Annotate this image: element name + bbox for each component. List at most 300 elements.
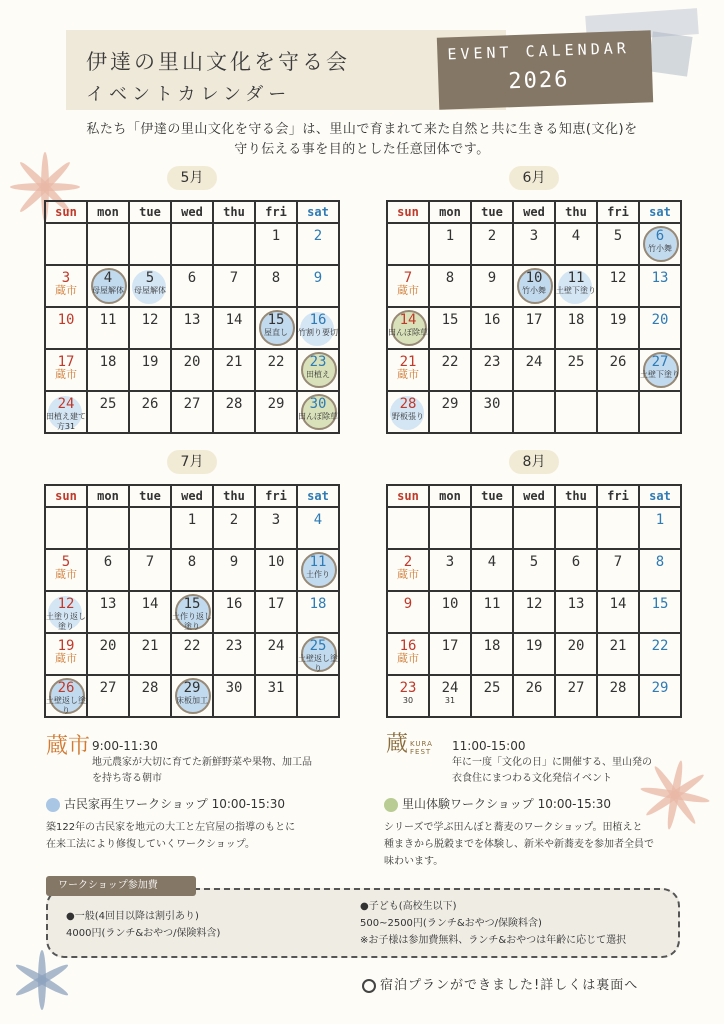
calendar-day <box>640 350 682 392</box>
flower-decoration-bottom-left <box>12 950 72 1010</box>
calendar-day <box>598 224 640 266</box>
calendar-week <box>46 392 340 434</box>
calendar-day <box>472 350 514 392</box>
calendar-week <box>388 392 682 434</box>
calendar-day <box>430 308 472 350</box>
calendar-day <box>388 266 430 308</box>
day-number: 26 <box>57 680 75 696</box>
calendar-grid <box>386 484 682 718</box>
calendar-week <box>388 266 682 308</box>
day-number: 21 <box>609 638 627 654</box>
day-number: 12 <box>609 270 627 286</box>
calendar-day <box>640 592 682 634</box>
calendar-day <box>298 508 340 550</box>
intro-line-2: 守り伝える事を目的とした任意団体です。 <box>234 142 490 157</box>
day-number: 16 <box>483 312 501 328</box>
calendar-day <box>598 676 640 718</box>
calendar-day <box>172 550 214 592</box>
calendar-day <box>130 634 172 676</box>
weekday-header: fri <box>598 486 640 508</box>
weekday-header: mon <box>430 202 472 224</box>
day-number: 26 <box>525 680 543 696</box>
day-event: 土壁返し塗り <box>46 696 86 715</box>
weekday-header: mon <box>430 486 472 508</box>
day-event: 竹割り要切 <box>298 328 338 337</box>
weekday-header: mon <box>88 202 130 224</box>
calendar-day <box>556 392 598 434</box>
kuraichi-logo: 蔵市 <box>46 734 91 759</box>
day-number: 24 <box>525 354 543 370</box>
calendar-day <box>514 224 556 266</box>
day-event: 田んぼ除草 <box>388 328 428 337</box>
calendar-day <box>298 266 340 308</box>
day-event: 土塗り返し塗り <box>46 612 86 631</box>
calendar-day <box>430 392 472 434</box>
calendar-day <box>514 350 556 392</box>
day-number: 7 <box>145 554 155 570</box>
calendar-day <box>388 350 430 392</box>
day-number: 27 <box>99 680 117 696</box>
day-number: 18 <box>99 354 117 370</box>
calendar-week <box>388 224 682 266</box>
day-event: 蔵市 <box>55 368 77 381</box>
day-number: 15 <box>651 596 669 612</box>
calendar-week <box>388 508 682 550</box>
calendar-day <box>640 392 682 434</box>
weekday-header: wed <box>172 202 214 224</box>
calendar-day <box>388 634 430 676</box>
day-number: 25 <box>567 354 585 370</box>
calendar-week <box>46 266 340 308</box>
calendar-day <box>514 508 556 550</box>
calendar-week <box>388 308 682 350</box>
calendar-day <box>514 308 556 350</box>
calendar-week <box>388 676 682 718</box>
day-event: 30 <box>402 696 414 705</box>
calendar-day <box>640 266 682 308</box>
calendar-day <box>514 634 556 676</box>
calendar-day <box>640 550 682 592</box>
calendar-day <box>172 508 214 550</box>
day-number: 8 <box>445 270 455 286</box>
day-number: 27 <box>651 354 669 370</box>
calendar-day <box>298 392 340 434</box>
calendar-week <box>46 224 340 266</box>
calendar-day <box>256 634 298 676</box>
calendar-day <box>88 508 130 550</box>
day-number: 8 <box>271 270 281 286</box>
calendar-day <box>214 508 256 550</box>
weekday-header: thu <box>214 202 256 224</box>
day-event: 土作り <box>306 570 330 579</box>
calendar-day <box>556 634 598 676</box>
month-label: 5月 <box>167 166 217 190</box>
weekday-header: wed <box>514 202 556 224</box>
kominka-workshop-info <box>46 796 366 853</box>
calendar-grid <box>44 200 340 434</box>
day-number: 29 <box>441 396 459 412</box>
day-number: 22 <box>183 638 201 654</box>
day-event: 蔵市 <box>397 568 419 581</box>
calendar-day <box>556 676 598 718</box>
footer-text: 宿泊プランができました!詳しくは裏面へ <box>380 978 639 993</box>
kominka-title: 古民家再生ワークショップ 10:00-15:30 <box>64 797 286 811</box>
day-number: 13 <box>651 270 669 286</box>
kominka-badge-icon <box>46 798 60 812</box>
kurafest-logo: 蔵 <box>386 732 409 757</box>
day-number: 1 <box>445 228 455 244</box>
day-number: 10 <box>267 554 285 570</box>
header <box>66 24 656 110</box>
calendar-day <box>172 266 214 308</box>
day-number: 29 <box>267 396 285 412</box>
day-number: 5 <box>613 228 623 244</box>
day-number: 20 <box>183 354 201 370</box>
day-event: 母屋解体 <box>134 286 166 295</box>
calendar-day <box>388 676 430 718</box>
day-number: 19 <box>57 638 75 654</box>
calendar-day <box>598 508 640 550</box>
calendar-day <box>430 634 472 676</box>
kominka-desc-1: 築122年の古民家を地元の大工と左官屋の指導のもとに <box>46 822 296 833</box>
day-event: 竹小舞 <box>648 244 672 253</box>
calendar-day <box>556 508 598 550</box>
weekday-header: wed <box>514 486 556 508</box>
intro-line-1: 私たち「伊達の里山文化を守る会」は、里山で育まれて来た自然と共に生きる知恵(文化)を <box>86 122 638 137</box>
satoyama-desc-2: 種まきから脱穀までを体験し、新米や新蕎麦を参加者全員で <box>384 839 654 850</box>
calendar-day <box>172 392 214 434</box>
calendar-day <box>130 592 172 634</box>
calendar-day <box>172 350 214 392</box>
day-event: 田んぼ除草 <box>298 412 338 421</box>
day-number: 19 <box>525 638 543 654</box>
kuraichi-desc-1: 地元農家が大切に育てた新鮮野菜や果物、加工品 <box>92 757 312 768</box>
day-number: 8 <box>187 554 197 570</box>
fee-child-note: ※お子様は参加費無料、ランチ&おやつは年齢に応じて選択 <box>360 935 627 946</box>
calendar-day <box>214 634 256 676</box>
calendar-day <box>214 308 256 350</box>
calendar-day <box>172 676 214 718</box>
day-number: 1 <box>187 512 197 528</box>
day-number: 24 <box>267 638 285 654</box>
day-number: 22 <box>267 354 285 370</box>
day-number: 6 <box>571 554 581 570</box>
calendar-day <box>598 634 640 676</box>
calendar-day <box>256 676 298 718</box>
day-number: 30 <box>483 396 501 412</box>
fee-adult-title: ●一般(4回目以降は割引あり) <box>66 911 199 922</box>
calendar-day <box>298 350 340 392</box>
calendar-day <box>130 350 172 392</box>
day-number: 28 <box>609 680 627 696</box>
day-number: 11 <box>309 554 327 570</box>
weekday-header: sun <box>388 202 430 224</box>
calendar-day <box>430 224 472 266</box>
calendar-day <box>514 550 556 592</box>
day-number: 18 <box>483 638 501 654</box>
calendar-day <box>46 550 88 592</box>
calendar-day <box>46 592 88 634</box>
calendar-day <box>88 592 130 634</box>
calendar-day <box>214 224 256 266</box>
day-number: 20 <box>567 638 585 654</box>
satoyama-badge-icon <box>384 798 398 812</box>
day-number: 2 <box>487 228 497 244</box>
calendar-day <box>172 634 214 676</box>
calendar-day <box>256 308 298 350</box>
calendar-day <box>88 308 130 350</box>
day-number: 5 <box>61 554 71 570</box>
calendar-day <box>598 266 640 308</box>
calendar-day <box>256 392 298 434</box>
event-calendar-tag <box>437 30 653 109</box>
day-number: 1 <box>655 512 665 528</box>
month-label: 6月 <box>509 166 559 190</box>
satoyama-title: 里山体験ワークショップ 10:00-15:30 <box>402 797 612 811</box>
calendar-day <box>172 224 214 266</box>
day-number: 28 <box>225 396 243 412</box>
calendar-day <box>430 592 472 634</box>
calendar-day <box>46 266 88 308</box>
day-number: 23 <box>225 638 243 654</box>
calendar-day <box>256 592 298 634</box>
day-event: 田植え建て方31 <box>46 412 86 431</box>
day-number: 9 <box>403 596 413 612</box>
weekday-header: tue <box>472 202 514 224</box>
calendar-day <box>256 350 298 392</box>
calendar-day <box>388 592 430 634</box>
day-number: 19 <box>609 312 627 328</box>
day-number: 11 <box>567 270 585 286</box>
event-calendar-label: EVENT CALENDAR <box>447 39 631 64</box>
day-number: 8 <box>655 554 665 570</box>
calendar-day <box>598 550 640 592</box>
calendar-grid <box>386 200 682 434</box>
calendar-day <box>88 266 130 308</box>
calendar-day <box>298 550 340 592</box>
day-number: 4 <box>313 512 323 528</box>
calendar-day <box>88 676 130 718</box>
calendar-day <box>214 592 256 634</box>
calendar-day <box>472 634 514 676</box>
calendar-day <box>388 508 430 550</box>
calendar-day <box>598 592 640 634</box>
calendar-day <box>640 224 682 266</box>
day-number: 6 <box>187 270 197 286</box>
day-number: 7 <box>229 270 239 286</box>
calendar-day <box>388 550 430 592</box>
day-number: 17 <box>441 638 459 654</box>
circle-icon <box>362 979 376 993</box>
calendar-week <box>388 592 682 634</box>
calendar-day <box>88 224 130 266</box>
calendar-day <box>256 266 298 308</box>
calendar-day <box>214 550 256 592</box>
day-number: 10 <box>525 270 543 286</box>
kominka-desc-2: 在来工法により修復していくワークショップ。 <box>46 839 255 850</box>
calendar-day <box>46 308 88 350</box>
day-number: 14 <box>225 312 243 328</box>
day-number: 26 <box>609 354 627 370</box>
day-number: 6 <box>103 554 113 570</box>
calendar-day <box>388 392 430 434</box>
day-event: 蔵市 <box>55 652 77 665</box>
day-number: 2 <box>403 554 413 570</box>
day-number: 18 <box>309 596 327 612</box>
calendar-week <box>46 676 340 718</box>
calendar-day <box>640 676 682 718</box>
day-number: 13 <box>183 312 201 328</box>
day-number: 4 <box>571 228 581 244</box>
calendar-day <box>298 592 340 634</box>
day-number: 3 <box>529 228 539 244</box>
calendar-day <box>430 266 472 308</box>
weekday-header: tue <box>472 486 514 508</box>
day-number: 25 <box>99 396 117 412</box>
calendar-day <box>214 676 256 718</box>
calendar-day <box>472 224 514 266</box>
calendar-day <box>172 308 214 350</box>
day-number: 12 <box>525 596 543 612</box>
calendar-day <box>88 350 130 392</box>
day-number: 13 <box>99 596 117 612</box>
kuraichi-desc-2: を持ち寄る朝市 <box>92 773 162 784</box>
day-number: 9 <box>487 270 497 286</box>
day-number: 10 <box>441 596 459 612</box>
fee-tab: ワークショップ参加費 <box>46 876 196 896</box>
satoyama-desc-1: シリーズで学ぶ田んぼと蕎麦のワークショップ。田植えと <box>384 822 643 833</box>
kurafest-time: 11:00-15:00 <box>452 739 526 753</box>
kurafest-desc-1: 年に一度「文化の日」に開催する、里山発の <box>452 757 652 768</box>
day-number: 18 <box>567 312 585 328</box>
weekday-header: sat <box>298 202 340 224</box>
day-number: 10 <box>57 312 75 328</box>
page-subtitle: イベントカレンダー <box>86 84 292 105</box>
day-number: 22 <box>441 354 459 370</box>
calendar-day <box>430 550 472 592</box>
day-number: 19 <box>141 354 159 370</box>
day-number: 23 <box>309 354 327 370</box>
calendar-day <box>472 392 514 434</box>
weekday-header: sun <box>46 486 88 508</box>
weekday-header: sat <box>640 486 682 508</box>
day-number: 23 <box>399 680 417 696</box>
kurafest-logo-sub: KURA FEST <box>410 740 433 756</box>
day-number: 25 <box>483 680 501 696</box>
calendar-day <box>130 266 172 308</box>
kurafest-info <box>386 732 686 784</box>
day-number: 28 <box>399 396 417 412</box>
day-number: 24 <box>441 680 459 696</box>
day-number: 17 <box>267 596 285 612</box>
kuraichi-time: 9:00-11:30 <box>92 739 158 753</box>
weekday-header: thu <box>556 486 598 508</box>
day-number: 30 <box>309 396 327 412</box>
day-event: 土壁返し塗り <box>298 654 338 673</box>
calendar-day <box>46 676 88 718</box>
weekday-header: fri <box>598 202 640 224</box>
weekday-header: tue <box>130 486 172 508</box>
day-number: 5 <box>145 270 155 286</box>
day-event: 田植え <box>306 370 330 379</box>
day-number: 4 <box>103 270 113 286</box>
day-number: 17 <box>57 354 75 370</box>
fee-child-price: 500~2500円(ランチ&おやつ/保険料含) <box>360 918 542 929</box>
day-number: 15 <box>183 596 201 612</box>
weekday-header: mon <box>88 486 130 508</box>
calendar-day <box>514 592 556 634</box>
day-number: 31 <box>267 680 285 696</box>
calendar-day <box>598 308 640 350</box>
day-event: 蔵市 <box>55 568 77 581</box>
day-number: 26 <box>141 396 159 412</box>
day-number: 29 <box>183 680 201 696</box>
calendar-day <box>430 350 472 392</box>
calendar-day <box>556 592 598 634</box>
month-label: 7月 <box>167 450 217 474</box>
calendar-week <box>46 508 340 550</box>
calendar-day <box>556 224 598 266</box>
calendar-day <box>430 676 472 718</box>
day-event: 蔵市 <box>397 368 419 381</box>
calendar-day <box>556 308 598 350</box>
calendar-day <box>88 392 130 434</box>
calendar-day <box>256 550 298 592</box>
day-number: 29 <box>651 680 669 696</box>
calendar-day <box>298 224 340 266</box>
calendar-day <box>598 392 640 434</box>
month-label: 8月 <box>509 450 559 474</box>
weekday-header: fri <box>256 202 298 224</box>
calendar-day <box>88 634 130 676</box>
day-number: 16 <box>225 596 243 612</box>
calendar-day <box>472 676 514 718</box>
calendar-day <box>130 392 172 434</box>
day-event: 31 <box>444 696 456 705</box>
day-event: 土壁下塗り <box>556 286 596 295</box>
fee-child-title: ●子ども(高校生以下) <box>360 901 457 912</box>
calendar-day <box>556 266 598 308</box>
fee-box <box>46 888 680 958</box>
calendar-day <box>172 592 214 634</box>
calendar-week <box>46 350 340 392</box>
day-number: 12 <box>141 312 159 328</box>
calendar-day <box>556 350 598 392</box>
weekday-header: thu <box>214 486 256 508</box>
calendar-day <box>430 508 472 550</box>
day-number: 5 <box>529 554 539 570</box>
calendar-day <box>598 350 640 392</box>
calendar-day <box>46 392 88 434</box>
calendar-day <box>214 350 256 392</box>
calendar-day <box>130 224 172 266</box>
weekday-header: fri <box>256 486 298 508</box>
day-number: 9 <box>229 554 239 570</box>
weekday-header: sat <box>640 202 682 224</box>
day-number: 2 <box>313 228 323 244</box>
day-number: 9 <box>313 270 323 286</box>
weekday-header: wed <box>172 486 214 508</box>
calendar-week <box>388 350 682 392</box>
calendar-day <box>640 634 682 676</box>
event-year: 2026 <box>507 67 570 95</box>
calendar-day <box>472 308 514 350</box>
calendar-day <box>640 508 682 550</box>
day-event: 蔵市 <box>55 284 77 297</box>
calendar-day <box>130 308 172 350</box>
calendar-day <box>214 392 256 434</box>
day-number: 27 <box>183 396 201 412</box>
